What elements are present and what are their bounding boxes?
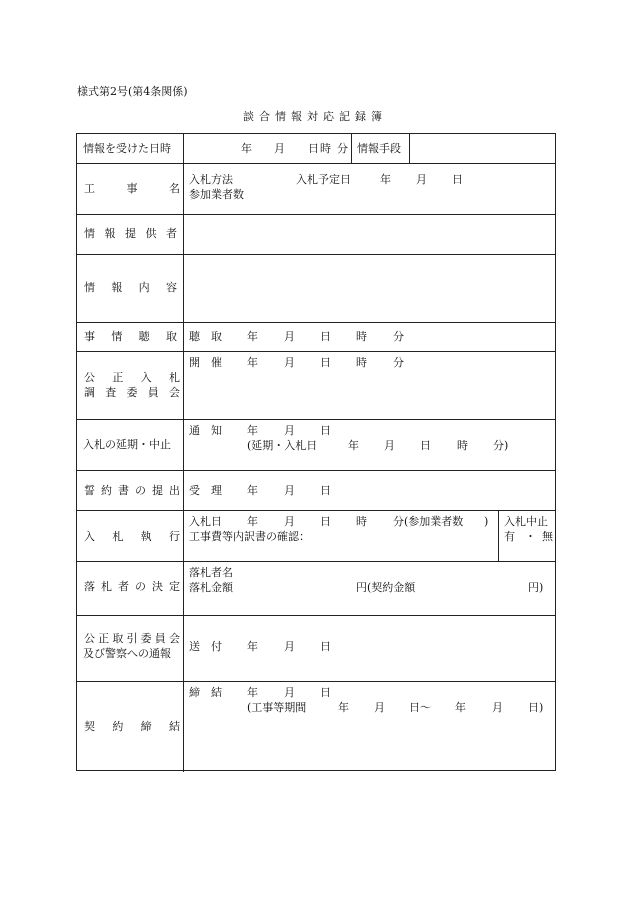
page-title: 談合情報対応記録簿	[243, 110, 387, 123]
label-committee-line1	[84, 371, 180, 385]
label-informant	[84, 214, 177, 254]
receipt-day: 日	[320, 484, 331, 497]
label-char: 出	[169, 484, 180, 497]
held-action: 開	[189, 356, 200, 369]
period-end-month: 月	[492, 701, 503, 714]
conclude-day: 日	[320, 686, 331, 699]
postpone-day: 日	[420, 439, 431, 452]
bid-participants-close: )	[484, 515, 489, 528]
received-minute: 分	[337, 142, 348, 155]
bid-year: 年	[247, 515, 258, 528]
label-char: 引	[126, 632, 138, 645]
notify-action: 通	[189, 424, 200, 437]
scheduled-day: 日	[452, 173, 463, 186]
label-char: 聴	[138, 329, 150, 343]
winner-name-label: 落札者名	[189, 566, 233, 579]
receipt-month: 月	[284, 484, 295, 497]
label-char: 取	[112, 632, 124, 645]
conclude-year: 年	[247, 686, 258, 699]
contract-amount-label: 円(契約金額	[356, 581, 416, 594]
period-start-year: 年	[338, 701, 349, 714]
label-char: 契	[84, 720, 95, 733]
means-value-divider	[409, 134, 410, 163]
row-divider	[77, 510, 555, 511]
label-char: 札	[101, 580, 112, 593]
period-end-year: 年	[455, 701, 466, 714]
label-char: 提	[125, 227, 136, 241]
label-project-name	[84, 163, 180, 214]
hearing-action: 取	[211, 330, 222, 343]
scheduled-year: 年	[380, 173, 391, 186]
bid-month: 月	[284, 515, 295, 528]
row-divider	[77, 470, 555, 471]
work-period-label: (工事等期間	[247, 701, 307, 714]
label-char: 正	[98, 632, 110, 645]
label-pledge-submission	[84, 484, 180, 498]
breakdown-confirm-label: 工事費等内訳書の確認：	[189, 530, 310, 543]
label-char: 事	[126, 181, 138, 195]
label-char: 査	[105, 386, 117, 399]
label-char: 締	[140, 720, 152, 733]
label-char: 公	[84, 371, 95, 384]
label-postpone-cancel: 入札の延期・中止	[83, 438, 171, 451]
label-ftc-line1	[84, 632, 180, 646]
held-minute: 分	[393, 356, 404, 369]
form-number: 様式第2号(第4条関係)	[77, 85, 188, 98]
send-day: 日	[320, 640, 331, 653]
label-char: 工	[84, 181, 95, 195]
hearing-day: 日	[320, 330, 331, 343]
winning-amount-label: 落札金額	[189, 581, 233, 594]
label-char: 札	[112, 530, 124, 543]
bid-method-label: 入札方法	[189, 173, 233, 186]
label-char: 会	[169, 386, 180, 399]
notify-day: 日	[320, 424, 331, 437]
label-char: 落	[84, 580, 95, 593]
notify-year: 年	[247, 424, 258, 437]
label-received-datetime: 情報を受けた日時	[83, 142, 171, 155]
label-char: 員	[154, 632, 166, 645]
label-char: 執	[140, 530, 152, 543]
bid-minute-participants: 分(参加業者数	[393, 515, 464, 528]
receipt-action: 受	[189, 484, 200, 497]
label-char: 報	[104, 227, 116, 241]
label-char: 公	[84, 632, 95, 645]
hearing-minute: 分	[393, 330, 404, 343]
hearing-action: 聴	[189, 330, 200, 343]
held-action: 催	[211, 356, 222, 369]
suspend-no: 無	[542, 530, 553, 543]
label-hearing	[84, 322, 177, 351]
label-char: 情	[111, 329, 123, 343]
row-divider	[77, 561, 555, 562]
label-char: 容	[165, 281, 177, 295]
bid-scheduled-label: 入札予定日	[296, 173, 351, 186]
label-char: の	[135, 484, 146, 497]
label-char: 者	[166, 227, 177, 241]
participants-label: 参加業者数	[189, 188, 244, 201]
label-char: 提	[152, 484, 163, 497]
row-divider	[77, 681, 555, 682]
label-char: 入	[140, 371, 152, 384]
receipt-action: 理	[211, 484, 222, 497]
label-char: 入	[84, 530, 95, 543]
label-char: 名	[169, 181, 180, 195]
label-char: 約	[101, 484, 112, 497]
label-char: 行	[168, 530, 180, 543]
conclude-action: 結	[211, 686, 222, 699]
bid-day: 日	[320, 515, 331, 528]
held-day: 日	[320, 356, 331, 369]
bid-date-label: 入札日	[189, 515, 222, 528]
label-char: 委	[140, 632, 152, 645]
label-char: 員	[147, 386, 159, 399]
label-char: 取	[165, 329, 177, 343]
scheduled-month: 月	[416, 173, 427, 186]
label-char: 情	[84, 227, 95, 241]
received-year: 年	[241, 142, 252, 155]
label-char: 定	[169, 580, 180, 593]
label-char: 会	[168, 632, 180, 645]
period-start-day: 日〜	[409, 701, 431, 714]
label-char: 情	[84, 281, 95, 295]
hearing-month: 月	[284, 330, 295, 343]
held-hour: 時	[356, 356, 367, 369]
label-char: 結	[168, 720, 180, 733]
label-char: 約	[112, 720, 124, 733]
label-column-divider	[183, 134, 184, 772]
receipt-year: 年	[247, 484, 258, 497]
hearing-year: 年	[247, 330, 258, 343]
held-year: 年	[247, 356, 258, 369]
label-char: 書	[118, 484, 129, 497]
notify-month: 月	[284, 424, 295, 437]
postpone-year: 年	[348, 439, 359, 452]
label-char: 札	[168, 371, 180, 384]
notify-action: 知	[211, 424, 222, 437]
label-info-means: 情報手段	[357, 142, 401, 155]
send-action: 付	[211, 640, 222, 653]
label-committee-line2	[84, 386, 180, 400]
means-divider	[351, 134, 352, 163]
suspend-yes: 有	[504, 530, 515, 543]
row-divider	[77, 419, 555, 420]
send-month: 月	[284, 640, 295, 653]
label-char: 委	[126, 386, 138, 399]
label-char: の	[135, 580, 146, 593]
postpone-minute: 分)	[493, 439, 509, 452]
received-day: 日	[308, 142, 319, 155]
row-divider	[77, 351, 555, 352]
received-month: 月	[274, 142, 285, 155]
postpone-bid-date-label: (延期・入札日	[247, 439, 318, 452]
received-hour: 時	[320, 142, 331, 155]
record-table	[76, 133, 556, 771]
label-contract-conclusion	[84, 720, 180, 734]
label-char: 正	[112, 371, 124, 384]
label-char: 調	[84, 386, 95, 399]
label-char: 決	[152, 580, 163, 593]
send-year: 年	[247, 640, 258, 653]
bid-suspend-label: 入札中止	[504, 515, 548, 528]
label-char: 内	[138, 281, 150, 295]
contract-amount-close: 円)	[528, 581, 544, 594]
hearing-hour: 時	[356, 330, 367, 343]
label-winner-decision	[84, 580, 180, 594]
suspend-divider	[498, 510, 499, 561]
conclude-action: 締	[189, 686, 200, 699]
period-end-day: 日)	[528, 701, 544, 714]
held-month: 月	[284, 356, 295, 369]
postpone-hour: 時	[457, 439, 468, 452]
label-char: 者	[118, 580, 129, 593]
conclude-month: 月	[284, 686, 295, 699]
label-bid-execution	[84, 530, 180, 544]
row-divider	[77, 615, 555, 616]
suspend-separator: ・	[525, 530, 536, 543]
send-action: 送	[189, 640, 200, 653]
label-info-content	[84, 254, 177, 322]
label-char: 供	[145, 227, 157, 241]
label-char: 誓	[84, 484, 95, 497]
label-char: 報	[111, 281, 123, 295]
bid-hour: 時	[356, 515, 367, 528]
label-char: 事	[84, 329, 95, 343]
period-start-month: 月	[374, 701, 385, 714]
postpone-month: 月	[384, 439, 395, 452]
label-ftc-line2: 及び警察への通報	[83, 647, 171, 660]
